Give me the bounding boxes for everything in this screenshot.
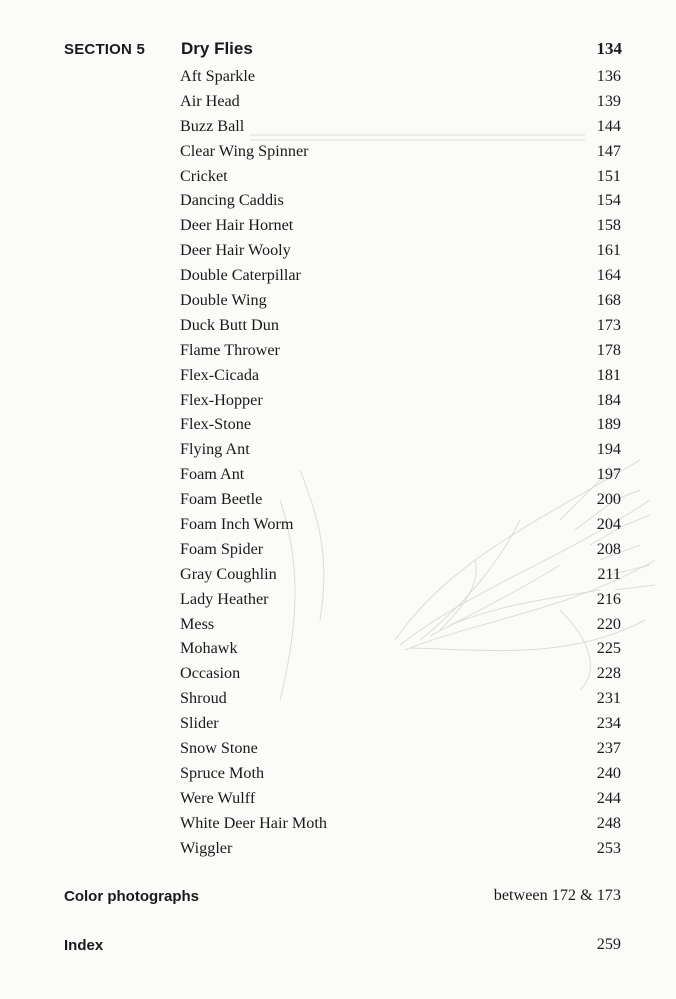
toc-entry bbox=[0, 363, 676, 388]
toc-entry-page-number: 231 bbox=[596, 689, 621, 708]
toc-entry-page-number: 144 bbox=[596, 116, 621, 135]
toc-entry-page-number: 200 bbox=[596, 490, 621, 509]
color-photographs-pages: between 172 & 173 bbox=[493, 886, 621, 904]
toc-entry-page-number: 244 bbox=[596, 788, 621, 807]
toc-entry bbox=[0, 836, 676, 861]
section-title: Dry Flies bbox=[181, 39, 253, 58]
toc-entry-title: Flex-Stone bbox=[180, 415, 252, 434]
toc-entry bbox=[0, 462, 676, 487]
toc-entry-title: Foam Inch Worm bbox=[180, 515, 294, 534]
toc-entry-page-number: 181 bbox=[596, 365, 621, 384]
toc-entry-title: Cricket bbox=[180, 166, 228, 185]
toc-entry-title: Flex-Cicada bbox=[180, 365, 260, 384]
toc-entry-page-number: 194 bbox=[596, 440, 621, 459]
toc-entry-page-number: 234 bbox=[596, 714, 621, 733]
toc-entry-page-number: 240 bbox=[596, 763, 621, 782]
section-label: SECTION 5 bbox=[64, 41, 145, 58]
toc-entry-title: Buzz Ball bbox=[180, 116, 245, 135]
toc-entry-title: Occasion bbox=[180, 664, 241, 683]
toc-entry bbox=[0, 811, 676, 836]
toc-entry bbox=[0, 487, 676, 512]
toc-entry-title: Gray Coughlin bbox=[180, 564, 277, 583]
toc-entry-page-number: 173 bbox=[596, 315, 621, 334]
toc-entry-page-number: 151 bbox=[596, 166, 621, 185]
toc-entry-title: Aft Sparkle bbox=[180, 67, 256, 85]
toc-entry-page-number: 189 bbox=[596, 415, 621, 434]
toc-entry-title: Slider bbox=[180, 714, 219, 733]
toc-entry-page-number: 220 bbox=[596, 614, 621, 633]
toc-entry bbox=[0, 512, 676, 537]
toc-entry-page-number: 211 bbox=[597, 564, 621, 583]
toc-entry-page-number: 139 bbox=[596, 91, 621, 110]
toc-entry bbox=[0, 139, 676, 164]
toc-entry-title: Snow Stone bbox=[180, 739, 258, 758]
toc-entry-title: Double Wing bbox=[180, 291, 267, 310]
toc-entry bbox=[0, 213, 676, 238]
toc-entry bbox=[0, 736, 676, 761]
section-page-number: 134 bbox=[596, 39, 622, 58]
toc-entry bbox=[0, 612, 676, 637]
toc-entry bbox=[0, 288, 676, 313]
index-page-number: 259 bbox=[596, 935, 621, 953]
toc-entry bbox=[0, 164, 676, 189]
toc-entry bbox=[0, 412, 676, 437]
toc-entry bbox=[0, 686, 676, 711]
toc-entry bbox=[0, 114, 676, 139]
toc-entry bbox=[0, 587, 676, 612]
toc-entry-page-number: 154 bbox=[596, 191, 621, 210]
toc-entry-page-number: 168 bbox=[596, 291, 621, 310]
toc-entry bbox=[0, 188, 676, 213]
toc-entry-page-number: 161 bbox=[596, 241, 621, 260]
toc-entry-page-number: 158 bbox=[596, 216, 621, 235]
toc-entry-title: Shroud bbox=[180, 689, 227, 708]
toc-entry-title: Air Head bbox=[180, 91, 240, 110]
toc-entry-page-number: 197 bbox=[596, 465, 621, 484]
toc-entry bbox=[0, 238, 676, 263]
toc-entry-page-number: 248 bbox=[596, 813, 621, 832]
toc-entry-title: Dancing Caddis bbox=[180, 191, 284, 210]
toc-entry-title: Wiggler bbox=[180, 838, 233, 857]
toc-entry bbox=[0, 338, 676, 363]
toc-entry-title: Foam Ant bbox=[180, 465, 245, 484]
toc-entry-title: Clear Wing Spinner bbox=[180, 141, 309, 160]
color-photographs-label: Color photographs bbox=[64, 888, 199, 905]
toc-entry bbox=[0, 562, 676, 587]
toc-entry-page-number: 228 bbox=[596, 664, 621, 683]
toc-entry-title: Flying Ant bbox=[180, 440, 250, 459]
toc-entry bbox=[0, 313, 676, 338]
toc-entry bbox=[0, 64, 676, 89]
toc-entry-title: Foam Beetle bbox=[180, 490, 263, 509]
toc-entry-page-number: 136 bbox=[596, 67, 621, 85]
toc-entry-title: Mess bbox=[180, 614, 215, 633]
toc-entry-page-number: 164 bbox=[596, 266, 621, 285]
toc-entry-page-number: 147 bbox=[596, 141, 621, 160]
toc-entry bbox=[0, 537, 676, 562]
toc-entry-title: Spruce Moth bbox=[180, 763, 265, 782]
toc-list bbox=[0, 64, 676, 861]
toc-entry bbox=[0, 437, 676, 462]
toc-entry-page-number: 178 bbox=[596, 340, 621, 359]
toc-entry-title: Double Caterpillar bbox=[180, 266, 301, 285]
toc-entry-title: Deer Hair Wooly bbox=[180, 241, 291, 260]
toc-entry bbox=[0, 661, 676, 686]
toc-entry bbox=[0, 761, 676, 786]
toc-entry-title: Mohawk bbox=[180, 639, 238, 658]
toc-entry bbox=[0, 636, 676, 661]
toc-entry bbox=[0, 89, 676, 114]
toc-entry-title: Were Wulff bbox=[180, 788, 256, 807]
toc-entry-page-number: 225 bbox=[596, 639, 621, 658]
toc-entry-page-number: 204 bbox=[596, 515, 621, 534]
toc-entry-page-number: 253 bbox=[596, 838, 621, 857]
toc-entry-title: Lady Heather bbox=[180, 589, 269, 608]
toc-entry-page-number: 216 bbox=[596, 589, 621, 608]
index-label: Index bbox=[64, 937, 104, 954]
toc-entry-page-number: 237 bbox=[596, 739, 621, 758]
toc-entry-title: Duck Butt Dun bbox=[180, 315, 279, 334]
toc-entry bbox=[0, 388, 676, 413]
toc-entry-page-number: 184 bbox=[596, 390, 621, 409]
toc-entry-title: Deer Hair Hornet bbox=[180, 216, 294, 235]
toc-entry bbox=[0, 711, 676, 736]
toc-entry-title: Flex-Hopper bbox=[180, 390, 263, 409]
toc-entry-title: White Deer Hair Moth bbox=[180, 813, 327, 832]
toc-entry-title: Flame Thrower bbox=[180, 340, 280, 359]
toc-entry bbox=[0, 263, 676, 288]
toc-entry bbox=[0, 786, 676, 811]
toc-entry-page-number: 208 bbox=[596, 539, 621, 558]
toc-entry-title: Foam Spider bbox=[180, 539, 264, 558]
